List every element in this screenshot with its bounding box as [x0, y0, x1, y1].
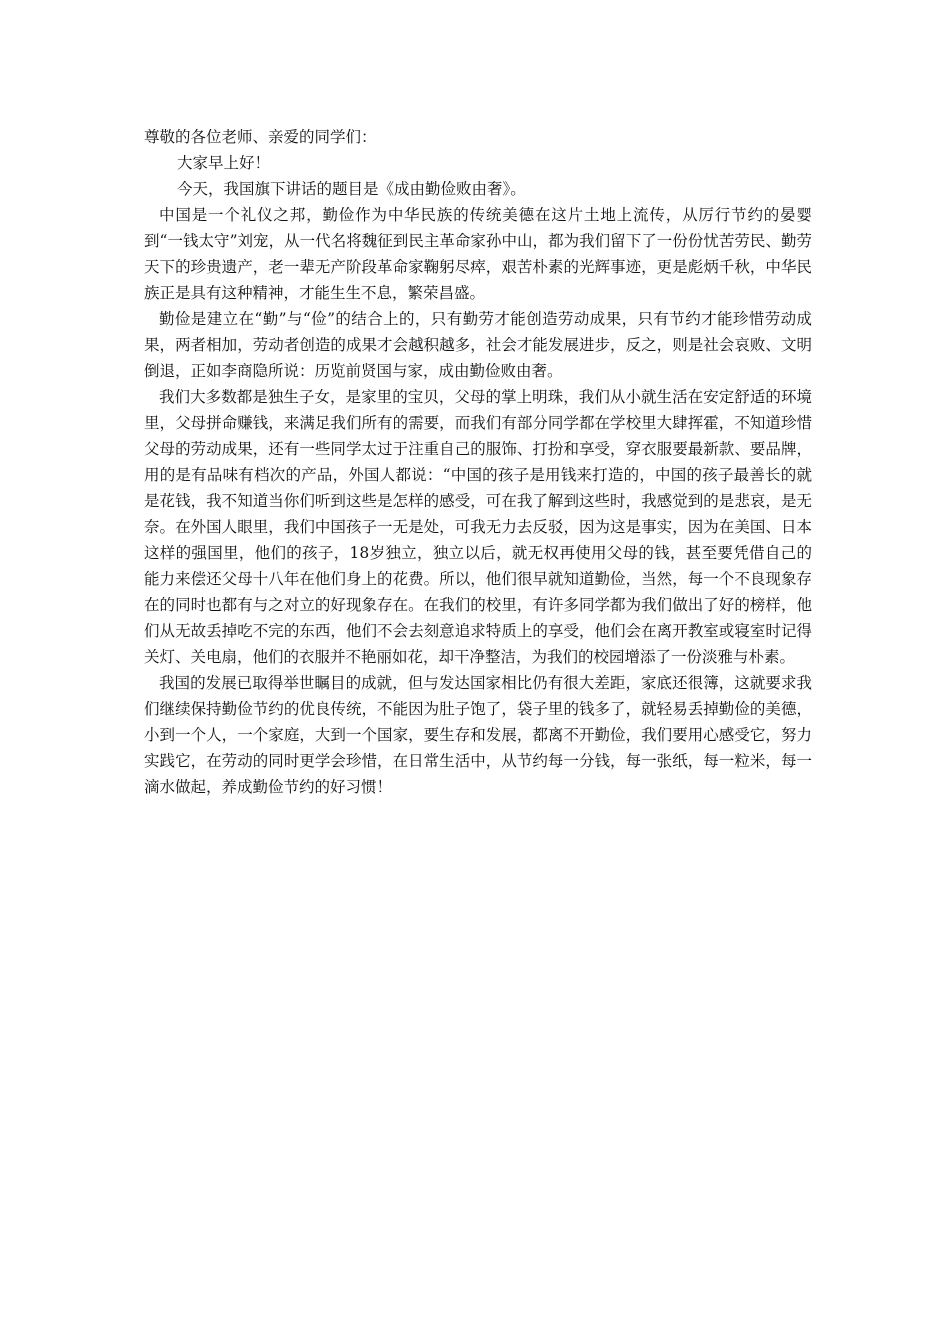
- paragraph-conclusion: 我国的发展已取得举世瞩目的成就，但与发达国家相比仍有很大差距，家底还很簿，这就要求我们继续保持勤俭节约的优良传统，不能因为肚子饱了，袋子里的钱多了，就轻易丢掉勤俭的美德，小到一个人，一个家庭，大到一个国家，要生存和发展，都离不开勤俭，我们要用心感受它，努力实践它，在劳动的同时更学会珍惜，在日常生活中，从节约每一分钱，每一张纸，每一粒米，每一滴水做起，养成勤俭节约的好习惯！: [144, 674, 812, 796]
- paragraph-topic: 今天，我国旗下讲话的题目是《成由勤俭败由奢》。: [177, 180, 526, 198]
- paragraph-students: 我们大多数都是独生子女，是家里的宝贝，父母的掌上明珠，我们从小就生活在安定舒适的环境里，父母拼命赚钱，来满足我们所有的需要，而我们有部分同学都在学校里大肆挥霍，不知道珍惜父母的劳动成果，还有一些同学太过于注重自己的服饰、打扮和享受，穿衣服要最新款、要品牌，用的是有品味有档次的产品，外国人都说：“中国的孩子是用钱来打造的，中国的孩子最善长的就是花钱，我不知道当你们听到这些是怎样的感受，可在我了解到这些时，我感觉到的是悲哀，是无奈。在外国人眼里，我们中国孩子一无是处，可我无力去反驳，因为这是事实，因为在美国、日本这样的强国里，他们的孩子，18岁独立，独立以后，就无权再使用父母的钱，甚至要凭借自己的能力来偿还父母十八年在他们身上的花费。所以，他们很早就知道勤俭，当然，每一个不良现象存在的同时也都有与之对立的好现象存在。在我们的校里，有许多同学都为我们做出了好的榜样，他们从无故丢掉吃不完的东西，他们不会去刻意追求特质上的享受，他们会在离开教室或寝室时记得关灯、关电扇，他们的衣服并不艳丽如花，却干净整洁，为我们的校园增添了一份淡雅与朴素。: [144, 388, 812, 666]
- paragraph-history: 中国是一个礼仪之邦，勤俭作为中华民族的传统美德在这片土地上流传，从厉行节约的晏婴到“一钱太守”刘宠，从一代名将魏征到民主革命家孙中山，都为我们留下了一份份忧苦劳民、勤劳天下的珍贵遗产，老一辈无产阶段革命家鞠躬尽瘁，艰苦朴素的光辉事迹，更是彪炳千秋，中华民族正是具有这种精神，才能生生不息，繁荣昌盛。: [144, 206, 812, 302]
- paragraph-greeting: 大家早上好！: [177, 154, 271, 172]
- paragraph-meaning: 勤俭是建立在“勤”与“俭”的结合上的，只有勤劳才能创造劳动成果，只有节约才能珍惜劳动成果，两者相加，劳动者创造的成果才会越积越多，社会才能发展进步，反之，则是社会哀败、文明倒退，正如李商隐所说：历览前贤国与家，成由勤俭败由奢。: [144, 310, 812, 380]
- speech-text: [144, 124, 812, 800]
- salutation: 尊敬的各位老师、亲爱的同学们：: [144, 128, 377, 146]
